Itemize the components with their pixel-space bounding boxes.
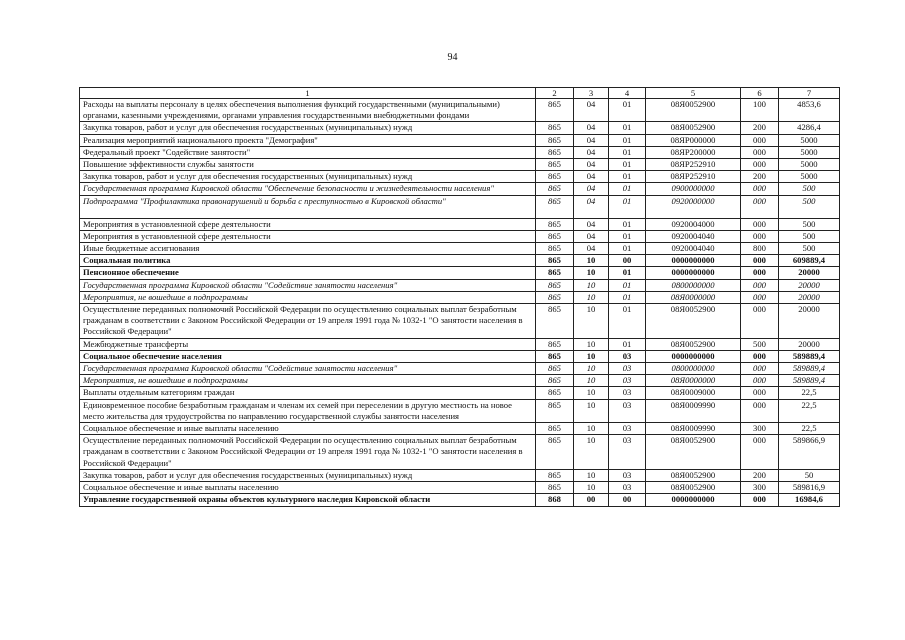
row-subsection: 01	[609, 99, 646, 122]
row-name: Межбюджетные трансферты	[80, 338, 536, 350]
row-target-article: 08Я0009990	[646, 399, 741, 422]
page-number: 94	[447, 52, 458, 63]
row-amount: 50	[779, 469, 840, 481]
row-ministry-code: 865	[536, 146, 574, 158]
row-expense-type: 800	[741, 243, 779, 255]
row-expense-type: 000	[741, 435, 779, 470]
header-col-2: 2	[536, 88, 574, 99]
row-section: 04	[574, 171, 609, 183]
row-ministry-code: 868	[536, 494, 574, 506]
row-section: 04	[574, 159, 609, 171]
row-target-article: 08Я0000000	[646, 375, 741, 387]
row-amount: 16984,6	[779, 494, 840, 506]
row-ministry-code: 865	[536, 387, 574, 399]
row-name: Социальная политика	[80, 255, 536, 267]
row-section: 04	[574, 183, 609, 195]
row-section: 10	[574, 267, 609, 279]
row-ministry-code: 865	[536, 279, 574, 291]
row-subsection: 01	[609, 171, 646, 183]
row-target-article: 0920004000	[646, 218, 741, 230]
row-name: Закупка товаров, работ и услуг для обеспечения государственных (муниципальных) нужд	[80, 171, 536, 183]
row-subsection: 01	[609, 146, 646, 158]
table-row	[80, 159, 840, 171]
row-ministry-code: 865	[536, 350, 574, 362]
row-amount: 22,5	[779, 399, 840, 422]
row-target-article: 08Я0052900	[646, 99, 741, 122]
row-section: 10	[574, 399, 609, 422]
row-ministry-code: 865	[536, 255, 574, 267]
row-subsection: 03	[609, 375, 646, 387]
row-ministry-code: 865	[536, 304, 574, 339]
table-row	[80, 230, 840, 242]
table-row	[80, 435, 840, 470]
row-subsection: 01	[609, 267, 646, 279]
row-target-article: 0920004040	[646, 230, 741, 242]
row-expense-type: 000	[741, 195, 779, 218]
row-ministry-code: 865	[536, 195, 574, 218]
row-section: 04	[574, 134, 609, 146]
row-amount: 609889,4	[779, 255, 840, 267]
row-expense-type: 000	[741, 375, 779, 387]
row-expense-type: 200	[741, 469, 779, 481]
row-expense-type: 000	[741, 387, 779, 399]
row-amount: 500	[779, 195, 840, 218]
row-subsection: 01	[609, 218, 646, 230]
row-ministry-code: 865	[536, 291, 574, 303]
row-name: Федеральный проект "Содействие занятости"	[80, 146, 536, 158]
row-name: Закупка товаров, работ и услуг для обеспечения государственных (муниципальных) нужд	[80, 122, 536, 134]
row-subsection: 03	[609, 399, 646, 422]
row-section: 04	[574, 230, 609, 242]
row-name: Мероприятия в установленной сфере деятельности	[80, 218, 536, 230]
row-expense-type: 000	[741, 363, 779, 375]
row-target-article: 0920000000	[646, 195, 741, 218]
row-amount: 20000	[779, 304, 840, 339]
row-ministry-code: 865	[536, 423, 574, 435]
row-name: Мероприятия, не вошедшие в подпрограммы	[80, 291, 536, 303]
row-name: Государственная программа Кировской области "Содействие занятости населения"	[80, 363, 536, 375]
row-target-article: 08Я0000000	[646, 291, 741, 303]
row-name: Осуществление переданных полномочий Российской Федерации по осуществлению социальных выплат безработным гражданам в соответствии с Законом Российской Федерации от 19 апреля 1991 года № 1032-1 "О занятости населения в Российской Федерации"	[80, 304, 536, 339]
row-ministry-code: 865	[536, 469, 574, 481]
table-row	[80, 423, 840, 435]
row-amount: 20000	[779, 291, 840, 303]
table-row	[80, 350, 840, 362]
row-expense-type: 000	[741, 159, 779, 171]
row-expense-type: 000	[741, 218, 779, 230]
row-amount: 5000	[779, 171, 840, 183]
row-ministry-code: 865	[536, 99, 574, 122]
row-amount: 589889,4	[779, 375, 840, 387]
row-amount: 589889,4	[779, 350, 840, 362]
row-name: Социальное обеспечение и иные выплаты населению	[80, 423, 536, 435]
row-amount: 5000	[779, 134, 840, 146]
table-row	[80, 195, 840, 218]
row-target-article: 08ЯР252910	[646, 171, 741, 183]
row-target-article: 08ЯР000000	[646, 134, 741, 146]
row-subsection: 01	[609, 230, 646, 242]
row-expense-type: 000	[741, 267, 779, 279]
table-row	[80, 134, 840, 146]
row-target-article: 0800000000	[646, 279, 741, 291]
row-name: Закупка товаров, работ и услуг для обеспечения государственных (муниципальных) нужд	[80, 469, 536, 481]
row-section: 10	[574, 279, 609, 291]
row-amount: 5000	[779, 159, 840, 171]
row-name: Подпрограмма "Профилактика правонарушений и борьба с преступностью в Кировской области"	[80, 195, 536, 218]
table-row	[80, 255, 840, 267]
table-row	[80, 338, 840, 350]
row-section: 10	[574, 291, 609, 303]
row-ministry-code: 865	[536, 399, 574, 422]
table-row	[80, 375, 840, 387]
row-target-article: 0000000000	[646, 267, 741, 279]
row-amount: 500	[779, 218, 840, 230]
row-expense-type: 000	[741, 279, 779, 291]
table-row	[80, 99, 840, 122]
table-row	[80, 183, 840, 195]
row-subsection: 01	[609, 279, 646, 291]
row-name: Повышение эффективности службы занятости	[80, 159, 536, 171]
row-ministry-code: 865	[536, 218, 574, 230]
row-target-article: 0920004040	[646, 243, 741, 255]
header-col-6: 6	[741, 88, 779, 99]
row-ministry-code: 865	[536, 375, 574, 387]
row-ministry-code: 865	[536, 122, 574, 134]
row-amount: 22,5	[779, 387, 840, 399]
row-section: 04	[574, 243, 609, 255]
row-amount: 20000	[779, 267, 840, 279]
row-subsection: 03	[609, 350, 646, 362]
row-expense-type: 100	[741, 99, 779, 122]
row-section: 10	[574, 387, 609, 399]
row-expense-type: 000	[741, 255, 779, 267]
row-ministry-code: 865	[536, 243, 574, 255]
header-row	[80, 88, 840, 99]
row-name: Мероприятия, не вошедшие в подпрограммы	[80, 375, 536, 387]
table-row	[80, 122, 840, 134]
row-ministry-code: 865	[536, 134, 574, 146]
row-section: 10	[574, 255, 609, 267]
row-target-article: 08Я0052900	[646, 122, 741, 134]
table-row	[80, 171, 840, 183]
table-row	[80, 243, 840, 255]
row-amount: 589889,4	[779, 363, 840, 375]
table-row	[80, 267, 840, 279]
row-subsection: 00	[609, 255, 646, 267]
budget-table	[79, 87, 840, 507]
row-subsection: 01	[609, 243, 646, 255]
row-expense-type: 200	[741, 122, 779, 134]
row-ministry-code: 865	[536, 171, 574, 183]
row-subsection: 03	[609, 482, 646, 494]
row-name: Осуществление переданных полномочий Российской Федерации по осуществлению социальных выплат безработным гражданам в соответствии с Законом Российской Федерации от 19 апреля 1991 года № 1032-1 "О занятости населения в Российской Федерации"	[80, 435, 536, 470]
row-section: 10	[574, 482, 609, 494]
row-subsection: 03	[609, 435, 646, 470]
row-expense-type: 000	[741, 230, 779, 242]
row-name: Выплаты отдельным категориям граждан	[80, 387, 536, 399]
row-subsection: 01	[609, 134, 646, 146]
row-subsection: 03	[609, 363, 646, 375]
row-section: 10	[574, 304, 609, 339]
row-name: Расходы на выплаты персоналу в целях обеспечения выполнения функций государственными (муниципальными) органами, казенными учреждениями, органами управления государственными внебюджетными фондами	[80, 99, 536, 122]
row-name: Государственная программа Кировской области "Обеспечение безопасности и жизнедеятельности населения"	[80, 183, 536, 195]
row-section: 04	[574, 218, 609, 230]
row-section: 10	[574, 363, 609, 375]
row-ministry-code: 865	[536, 159, 574, 171]
row-expense-type: 000	[741, 350, 779, 362]
table-row	[80, 279, 840, 291]
row-target-article: 08Я0052900	[646, 435, 741, 470]
row-subsection: 01	[609, 183, 646, 195]
row-ministry-code: 865	[536, 338, 574, 350]
row-ministry-code: 865	[536, 482, 574, 494]
row-amount: 589866,9	[779, 435, 840, 470]
header-col-7: 7	[779, 88, 840, 99]
row-name: Реализация мероприятий национального проекта "Демография"	[80, 134, 536, 146]
row-expense-type: 300	[741, 423, 779, 435]
row-section: 04	[574, 195, 609, 218]
row-target-article: 08Я0052900	[646, 304, 741, 339]
row-target-article: 08Я0052900	[646, 469, 741, 481]
row-ministry-code: 865	[536, 230, 574, 242]
row-amount: 20000	[779, 279, 840, 291]
row-name: Государственная программа Кировской области "Содействие занятости населения"	[80, 279, 536, 291]
row-expense-type: 500	[741, 338, 779, 350]
row-target-article: 08Я0009000	[646, 387, 741, 399]
row-amount: 20000	[779, 338, 840, 350]
row-subsection: 01	[609, 159, 646, 171]
header-col-3: 3	[574, 88, 609, 99]
row-target-article: 0800000000	[646, 363, 741, 375]
row-subsection: 01	[609, 291, 646, 303]
row-subsection: 01	[609, 304, 646, 339]
row-amount: 500	[779, 183, 840, 195]
row-name: Мероприятия в установленной сфере деятельности	[80, 230, 536, 242]
row-amount: 22,5	[779, 423, 840, 435]
row-name: Управление государственной охраны объектов культурного наследия Кировской области	[80, 494, 536, 506]
row-subsection: 03	[609, 423, 646, 435]
row-target-article: 08ЯР200000	[646, 146, 741, 158]
row-section: 04	[574, 99, 609, 122]
row-section: 10	[574, 469, 609, 481]
table-row	[80, 494, 840, 506]
header-col-5: 5	[646, 88, 741, 99]
row-target-article: 0000000000	[646, 255, 741, 267]
row-amount: 589816,9	[779, 482, 840, 494]
header-col-4: 4	[609, 88, 646, 99]
table-row	[80, 399, 840, 422]
row-name: Социальное обеспечение и иные выплаты населению	[80, 482, 536, 494]
row-target-article: 0900000000	[646, 183, 741, 195]
row-expense-type: 000	[741, 183, 779, 195]
row-name: Социальное обеспечение населения	[80, 350, 536, 362]
row-subsection: 03	[609, 387, 646, 399]
row-amount: 4853,6	[779, 99, 840, 122]
row-amount: 4286,4	[779, 122, 840, 134]
row-subsection: 03	[609, 469, 646, 481]
row-expense-type: 200	[741, 171, 779, 183]
row-expense-type: 000	[741, 134, 779, 146]
row-ministry-code: 865	[536, 183, 574, 195]
row-target-article: 08Я0009990	[646, 423, 741, 435]
table-row	[80, 146, 840, 158]
row-expense-type: 000	[741, 304, 779, 339]
row-section: 04	[574, 122, 609, 134]
table-row	[80, 469, 840, 481]
row-subsection: 01	[609, 338, 646, 350]
row-section: 10	[574, 375, 609, 387]
row-subsection: 01	[609, 195, 646, 218]
row-section: 10	[574, 423, 609, 435]
row-section: 10	[574, 338, 609, 350]
table-row	[80, 291, 840, 303]
row-name: Иные бюджетные ассигнования	[80, 243, 536, 255]
row-ministry-code: 865	[536, 435, 574, 470]
row-ministry-code: 865	[536, 267, 574, 279]
row-subsection: 00	[609, 494, 646, 506]
table-row	[80, 218, 840, 230]
row-target-article: 08Я0052900	[646, 482, 741, 494]
row-expense-type: 000	[741, 399, 779, 422]
row-target-article: 08ЯР252910	[646, 159, 741, 171]
row-name: Пенсионное обеспечение	[80, 267, 536, 279]
row-amount: 500	[779, 243, 840, 255]
row-subsection: 01	[609, 122, 646, 134]
row-section: 04	[574, 146, 609, 158]
row-ministry-code: 865	[536, 363, 574, 375]
row-section: 10	[574, 350, 609, 362]
row-expense-type: 300	[741, 482, 779, 494]
row-section: 10	[574, 435, 609, 470]
header-col-1: 1	[80, 88, 536, 99]
table-row	[80, 482, 840, 494]
row-expense-type: 000	[741, 291, 779, 303]
row-target-article: 08Я0052900	[646, 338, 741, 350]
table-row	[80, 387, 840, 399]
table-row	[80, 363, 840, 375]
row-amount: 5000	[779, 146, 840, 158]
row-target-article: 0000000000	[646, 494, 741, 506]
row-target-article: 0000000000	[646, 350, 741, 362]
row-section: 00	[574, 494, 609, 506]
row-name: Единовременное пособие безработным гражданам и членам их семей при переселении в другую местность на новое место жительства для трудоустройства по направлению государственной службы занятости населения	[80, 399, 536, 422]
row-expense-type: 000	[741, 494, 779, 506]
row-expense-type: 000	[741, 146, 779, 158]
row-amount: 500	[779, 230, 840, 242]
table-row	[80, 304, 840, 339]
